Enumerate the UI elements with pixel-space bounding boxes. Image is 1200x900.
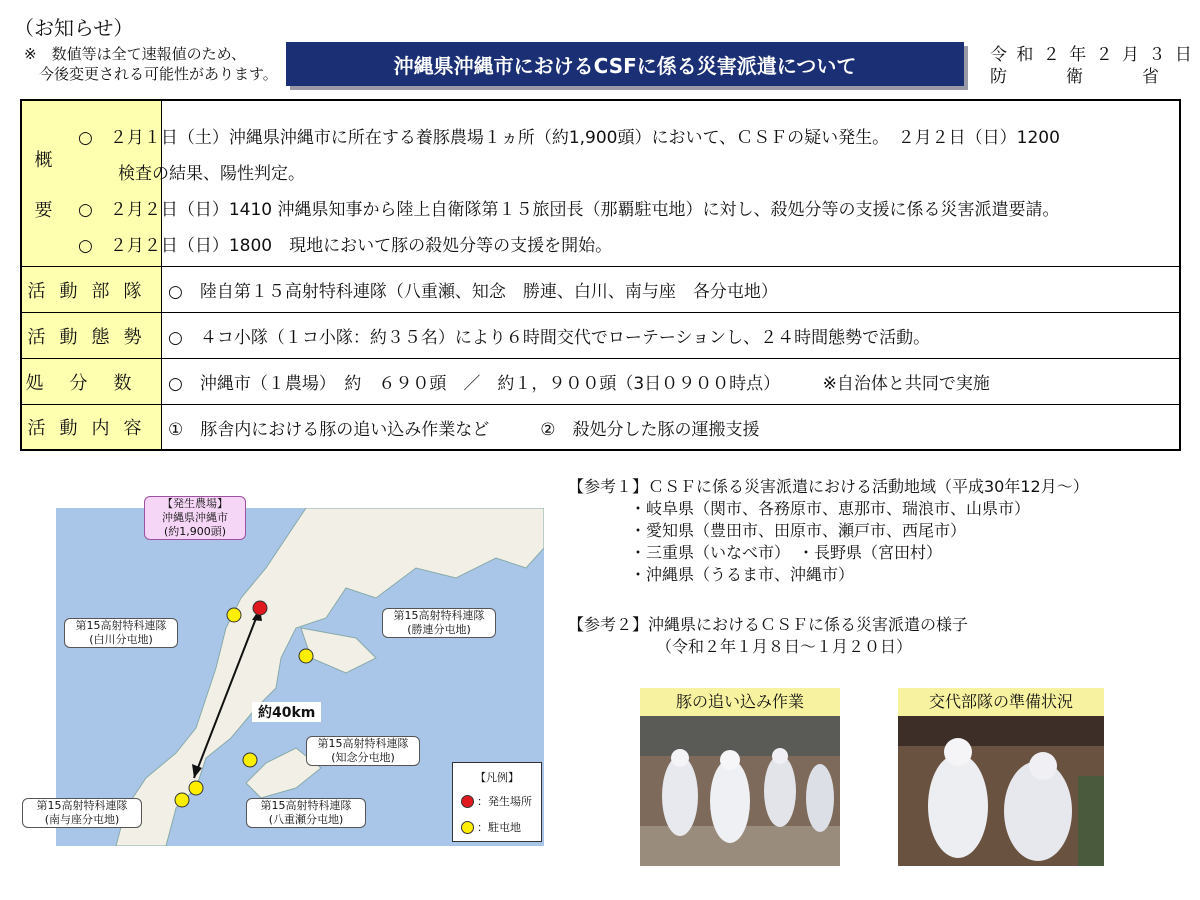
page-title: 沖縄県沖縄市におけるCSFに係る災害派遣について	[286, 42, 964, 86]
overview-line-1: ○ ２月１日（土）沖縄県沖縄市に所在する養豚農場１ヵ所（約1,900頭）において、ＣＳＦの疑い発生。 ２月２日（日）1200	[78, 128, 1060, 148]
photo-herding	[640, 688, 840, 870]
yaese-callout: 第15高射特科連隊 (八重瀬分屯地)	[246, 798, 366, 828]
shirakawa-callout: 第15高射特科連隊 (白川分屯地)	[64, 618, 178, 648]
posture-header: 活動態勢	[22, 313, 162, 359]
date-issuer	[990, 44, 1194, 88]
disposal-header: 処分数	[22, 359, 162, 405]
overview-line-2: ○ ２月２日（日）1410 沖縄県知事から陸上自衛隊第１５旅団長（那覇駐屯地）に対し、殺処分等の支援に係る災害派遣要請。	[78, 200, 1060, 220]
distance-label: 約40km	[252, 702, 321, 722]
overview-line-1b: 検査の結果、陽性判定。	[118, 164, 305, 184]
outbreak-callout: 【発生農場】 沖縄県沖縄市 (約1,900頭)	[144, 496, 246, 540]
overview-header: 概 要	[22, 101, 162, 267]
disposal-content: ○ 沖縄市（１農場） 約 ６９０頭 ／ 約１，９００頭（3日０９００時点） ※自治体と共同で実施	[162, 359, 1179, 405]
posture-content: ○ ４コ小隊（１コ小隊：約３５名）により６時間交代でローテーションし、２４時間態勢で活動。	[162, 313, 1179, 359]
katsuren-callout: 第15高射特科連隊 (勝連分屯地)	[382, 608, 496, 638]
units-header: 活動部隊	[22, 267, 162, 313]
units-content: ○ 陸自第１５高射特科連隊（八重瀬、知念 勝連、白川、南与座 各分屯地）	[162, 267, 1179, 313]
photo-standby	[898, 688, 1104, 870]
reference-1: 【参考１】ＣＳＦに係る災害派遣における活動地域（平成30年12月～） ・岐阜県（関市、各務原市、恵那市、瑞浪市、山県市） ・愛知県（豊田市、田原市、瀬戸市、西尾市） ・三重県（いなべ市） ・長野県（宮田村） ・沖縄県（うるま市、沖縄市）	[568, 477, 1089, 584]
issuer: 防 衛 省	[990, 67, 1161, 87]
summary-table	[20, 99, 1181, 451]
photo-herding-image	[640, 716, 840, 866]
overview-content	[78, 101, 1179, 267]
activity-header: 活動内容	[22, 405, 162, 449]
photo-herding-label: 豚の追い込み作業	[640, 688, 840, 716]
photo-standby-label: 交代部隊の準備状況	[898, 688, 1104, 716]
date: 令 和 ２ 年 ２ 月 ３ 日	[990, 45, 1194, 65]
shirakawa-marker	[227, 608, 241, 622]
minamiyoza-marker	[175, 793, 189, 807]
notice-label: （お知らせ）	[14, 16, 134, 40]
chinen-callout: 第15高射特科連隊 (知念分屯地)	[306, 736, 420, 766]
legend-garrison-icon	[461, 821, 474, 834]
disclaimer-note: ※ 数値等は全て速報値のため、 今後変更される可能性があります。	[24, 45, 278, 83]
map-legend: 【凡例】 ：発生場所 ：駐屯地	[452, 762, 542, 842]
photo-standby-image	[898, 716, 1104, 866]
katsuren-marker	[299, 649, 313, 663]
minamiyoza-callout: 第15高射特科連隊 (南与座分屯地)	[22, 798, 142, 828]
overview-line-3: ○ ２月２日（日）1800 現地において豚の殺処分等の支援を開始。	[78, 236, 613, 256]
reference-2: 【参考２】沖縄県におけるＣＳＦに係る災害派遣の様子 （令和２年１月８日～１月２０日）	[568, 615, 969, 656]
activity-content: ① 豚舎内における豚の追い込み作業など ② 殺処分した豚の運搬支援	[168, 419, 760, 440]
yaese-marker	[189, 781, 203, 795]
legend-outbreak-icon	[461, 795, 474, 808]
chinen-marker	[243, 753, 257, 767]
outbreak-marker	[253, 601, 267, 615]
